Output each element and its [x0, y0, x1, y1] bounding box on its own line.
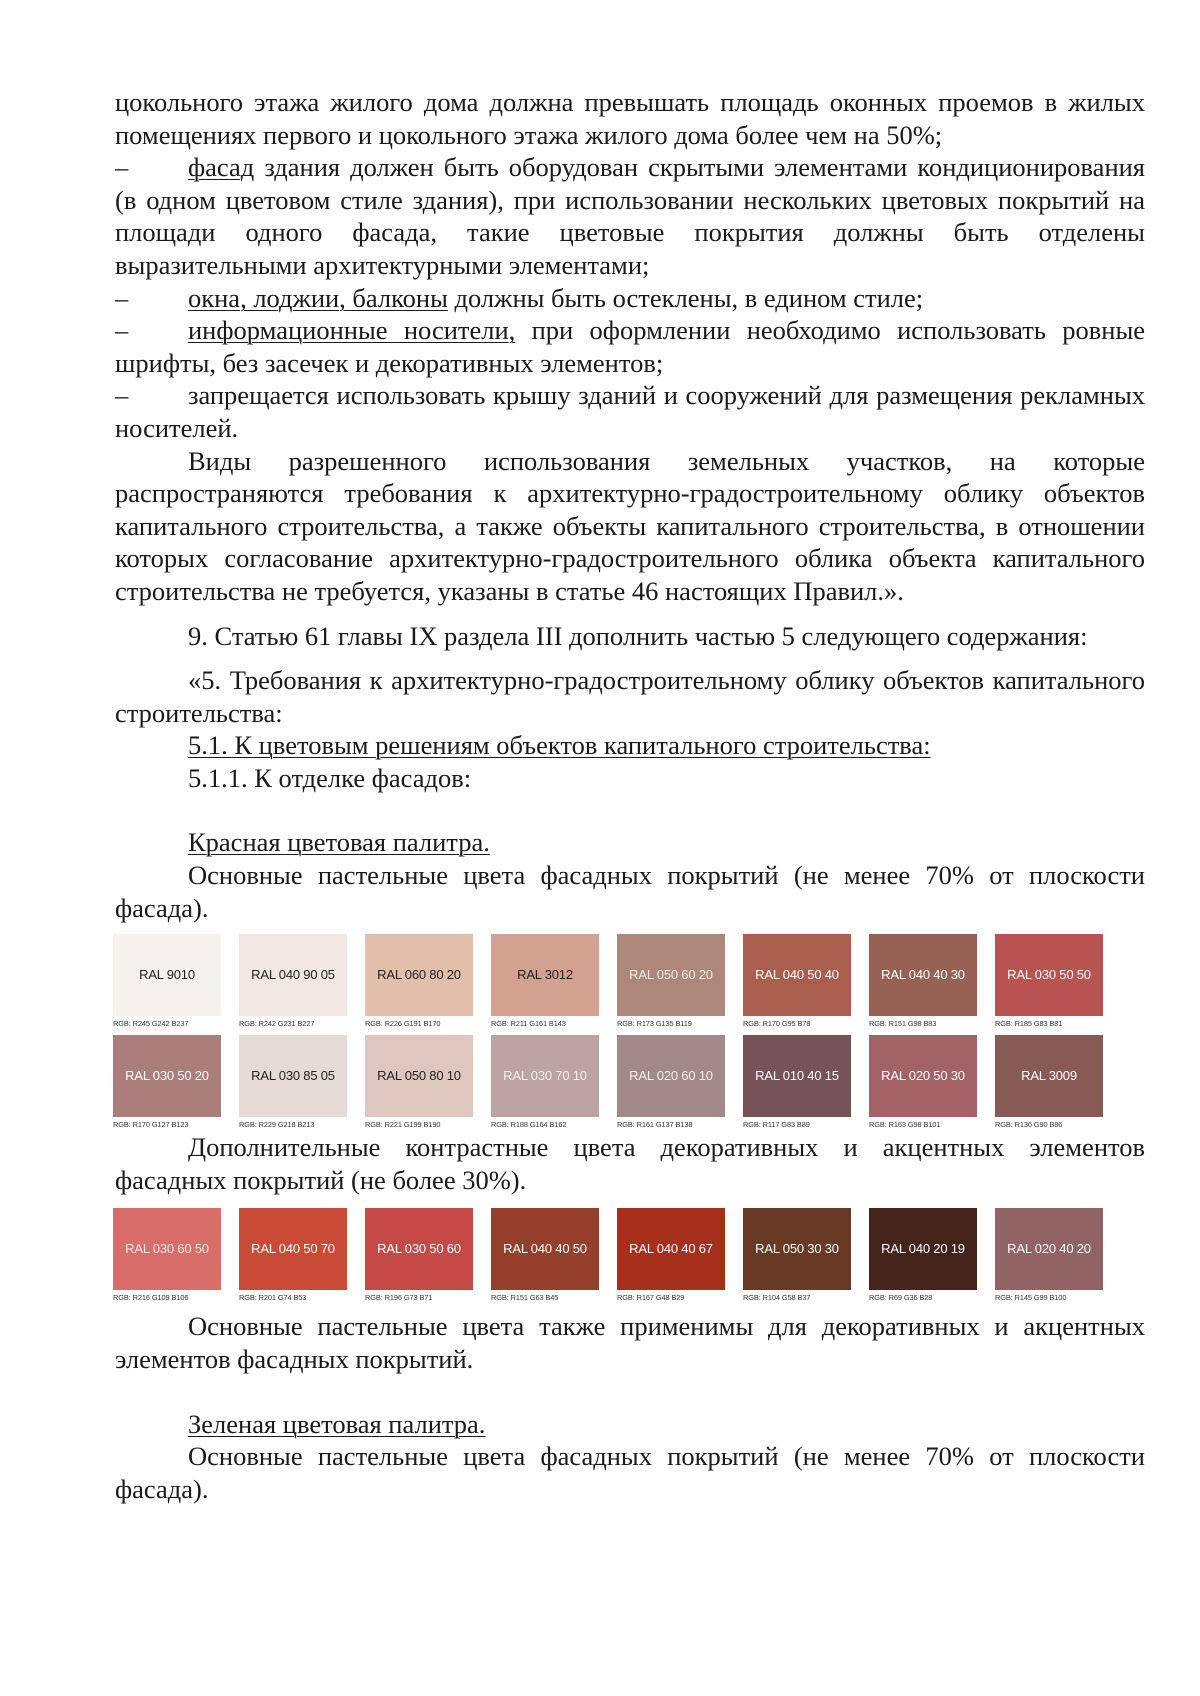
- color-swatch: [743, 934, 851, 1030]
- color-swatch: [617, 1035, 725, 1131]
- swatch-row-main-2: [113, 1035, 1145, 1131]
- swatch-color-name: RAL 020 60 10: [617, 1035, 725, 1117]
- swatch-color-name: RAL 3009: [995, 1035, 1103, 1117]
- red-main-colors-text: Основные пастельные цвета фасадных покрытий (не менее 70% от плоскости фасада).: [115, 860, 1145, 923]
- color-swatch: [113, 1035, 221, 1131]
- windows-term: окна, лоджии, балконы: [188, 282, 448, 313]
- paragraph-window-area: цокольного этажа жилого дома должна превышать площадь оконных проемов в жилых помещениях первого и цокольного этажа жилого дома более чем на 50%;: [115, 87, 1145, 150]
- color-swatch: [491, 1208, 599, 1304]
- color-swatch: [239, 1208, 347, 1304]
- color-swatch: [869, 934, 977, 1030]
- color-swatch: [365, 1208, 473, 1304]
- green-palette-heading: [115, 1408, 1145, 1441]
- color-swatch: [995, 1208, 1103, 1304]
- color-swatch: [491, 1035, 599, 1131]
- color-swatch: [995, 934, 1103, 1030]
- red-palette-heading: [115, 826, 1145, 859]
- swatch-rgb-value: RGB: R229 G218 B213: [239, 1120, 315, 1130]
- green-main-colors-text: Основные пастельные цвета фасадных покрытий (не менее 70% от плоскости фасада).: [115, 1441, 1145, 1504]
- swatch-color-name: RAL 020 50 30: [869, 1035, 977, 1117]
- red-note-text: Основные пастельные цвета также применимы для декоративных и акцентных элементов фасадных покрытий.: [115, 1311, 1145, 1375]
- swatch-rgb-value: RGB: R221 G199 B190: [365, 1120, 441, 1130]
- color-swatch: [491, 934, 599, 1030]
- swatch-color-name: RAL 030 60 50: [113, 1208, 221, 1290]
- list-dash: –: [115, 282, 129, 313]
- roof-text: запрещается использовать крышу зданий и сооружений для размещения рекламных носителей.: [115, 380, 1145, 443]
- red-palette-heading-text: Красная цветовая палитра.: [188, 827, 490, 858]
- list-item-roof: [115, 379, 1145, 444]
- swatch-rgb-value: RGB: R170 G127 B123: [113, 1120, 189, 1130]
- swatch-rgb-value: RGB: R117 G83 B89: [743, 1120, 810, 1130]
- swatch-rgb-value: RGB: R163 G98 B101: [869, 1120, 941, 1130]
- windows-text: должны быть остеклены, в едином стиле;: [447, 282, 924, 313]
- swatch-rgb-value: RGB: R211 G161 B143: [491, 1019, 566, 1029]
- red-extra-colors-text: Дополнительные контрастные цвета декоративных и акцентных элементов фасадных покрытий (не более 30%).: [115, 1132, 1145, 1195]
- swatch-rgb-value: RGB: R104 G58 B37: [743, 1293, 811, 1303]
- color-swatch: [869, 1035, 977, 1131]
- color-solutions-text: 5.1. К цветовым решениям объектов капитального строительства:: [188, 730, 931, 761]
- color-swatch: [617, 934, 725, 1030]
- swatch-rgb-value: RGB: R161 G137 B138: [617, 1120, 693, 1130]
- swatch-rgb-value: RGB: R151 G63 B45: [491, 1293, 559, 1303]
- swatch-color-name: RAL 3012: [491, 934, 599, 1016]
- swatch-rgb-value: RGB: R136 G90 B86: [995, 1120, 1063, 1130]
- color-swatch: [239, 1035, 347, 1131]
- swatch-rgb-value: RGB: R196 G73 B71: [365, 1293, 433, 1303]
- list-dash: –: [115, 152, 129, 183]
- swatch-color-name: RAL 060 80 20: [365, 934, 473, 1016]
- paragraph-article-61: 9. Статью 61 главы IX раздела III дополнить частью 5 следующего содержания:: [188, 620, 1088, 651]
- swatch-color-name: RAL 050 80 10: [365, 1035, 473, 1117]
- swatch-rgb-value: RGB: R216 G109 B106: [113, 1293, 189, 1303]
- list-item-facade: [115, 151, 1145, 281]
- swatch-color-name: RAL 030 50 20: [113, 1035, 221, 1117]
- color-swatch: [365, 1035, 473, 1131]
- paragraph-requirements: «5. Требования к архитектурно-градостроительному облику объектов капитального строительства:: [115, 665, 1145, 728]
- swatch-color-name: RAL 020 40 20: [995, 1208, 1103, 1290]
- swatch-rgb-value: RGB: R201 G74 B53: [239, 1293, 307, 1303]
- swatch-rgb-value: RGB: R69 G36 B28: [869, 1293, 933, 1303]
- swatch-rgb-value: RGB: R226 G191 B170: [365, 1019, 441, 1029]
- swatch-color-name: RAL 050 30 30: [743, 1208, 851, 1290]
- green-palette-heading-text: Зеленая цветовая палитра.: [188, 1408, 486, 1439]
- swatch-row-accent: [113, 1208, 1145, 1304]
- swatch-rgb-value: RGB: R173 G135 B119: [617, 1019, 692, 1029]
- swatch-color-name: RAL 040 50 70: [239, 1208, 347, 1290]
- document-body: [115, 86, 1145, 1505]
- swatch-rgb-value: RGB: R185 G83 B81: [995, 1019, 1063, 1029]
- color-swatch: [365, 934, 473, 1030]
- color-swatch: [743, 1035, 851, 1131]
- swatch-color-name: RAL 040 20 19: [869, 1208, 977, 1290]
- swatch-rgb-value: RGB: R170 G95 B78: [743, 1019, 811, 1029]
- color-swatch: [743, 1208, 851, 1304]
- swatch-color-name: RAL 010 40 15: [743, 1035, 851, 1117]
- swatch-rgb-value: RGB: R245 G242 B237: [113, 1019, 189, 1029]
- paragraph-facade-finish: 5.1.1. К отделке фасадов:: [188, 762, 472, 793]
- color-swatch: [113, 934, 221, 1030]
- color-swatch: [239, 934, 347, 1030]
- red-main-palette: [113, 934, 1145, 1131]
- swatch-color-name: RAL 030 70 10: [491, 1035, 599, 1117]
- swatch-color-name: RAL 040 50 40: [743, 934, 851, 1016]
- swatch-color-name: RAL 040 40 30: [869, 934, 977, 1016]
- color-swatch: [617, 1208, 725, 1304]
- paragraph-land-use: Виды разрешенного использования земельных участков, на которые распространяются требования к архитектурно-градостроительному облику объектов капитального строительства, а также объекты капитального строительства, в отношении которых согласование архитектурно-градостроительного облика объекта капитального строительства не требуется, указаны в статье 46 настоящих Правил.».: [115, 445, 1145, 606]
- color-swatch: [869, 1208, 977, 1304]
- list-item-windows: [115, 282, 1145, 315]
- swatch-rgb-value: RGB: R145 G99 B100: [995, 1293, 1067, 1303]
- list-dash: –: [115, 315, 129, 346]
- swatch-row-main-1: [113, 934, 1145, 1030]
- swatch-color-name: RAL 9010: [113, 934, 221, 1016]
- swatch-rgb-value: RGB: R188 G164 B162: [491, 1120, 567, 1130]
- paragraph-color-solutions: [115, 729, 1145, 762]
- swatch-color-name: RAL 040 90 05: [239, 934, 347, 1016]
- list-dash: –: [115, 380, 129, 411]
- swatch-color-name: RAL 040 40 67: [617, 1208, 725, 1290]
- info-carriers-text: при оформлении необходимо использовать ровные шрифты, без засечек и декоративных элементов;: [115, 315, 1146, 378]
- list-item-info-carriers: [115, 314, 1145, 379]
- swatch-rgb-value: RGB: R151 G98 B83: [869, 1019, 937, 1029]
- swatch-color-name: RAL 040 40 50: [491, 1208, 599, 1290]
- swatch-rgb-value: RGB: R167 G48 B29: [617, 1293, 685, 1303]
- swatch-color-name: RAL 030 50 50: [995, 934, 1103, 1016]
- red-accent-palette: [113, 1208, 1145, 1304]
- swatch-color-name: RAL 050 60 20: [617, 934, 725, 1016]
- swatch-color-name: RAL 030 50 60: [365, 1208, 473, 1290]
- swatch-rgb-value: RGB: R242 G231 B227: [239, 1019, 315, 1029]
- info-carriers-term: информационные носители,: [188, 315, 516, 346]
- facade-text: здания должен быть оборудован скрытыми элементами кондиционирования (в одном цветовом стиле здания), при использовании нескольких цветовых покрытий на площади одного фасада, такие цветовые покрытия должны быть отделены выразительными архитектурными элементами;: [115, 152, 1145, 280]
- facade-term: фасад: [188, 152, 255, 183]
- color-swatch: [113, 1208, 221, 1304]
- color-swatch: [995, 1035, 1103, 1131]
- swatch-color-name: RAL 030 85 05: [239, 1035, 347, 1117]
